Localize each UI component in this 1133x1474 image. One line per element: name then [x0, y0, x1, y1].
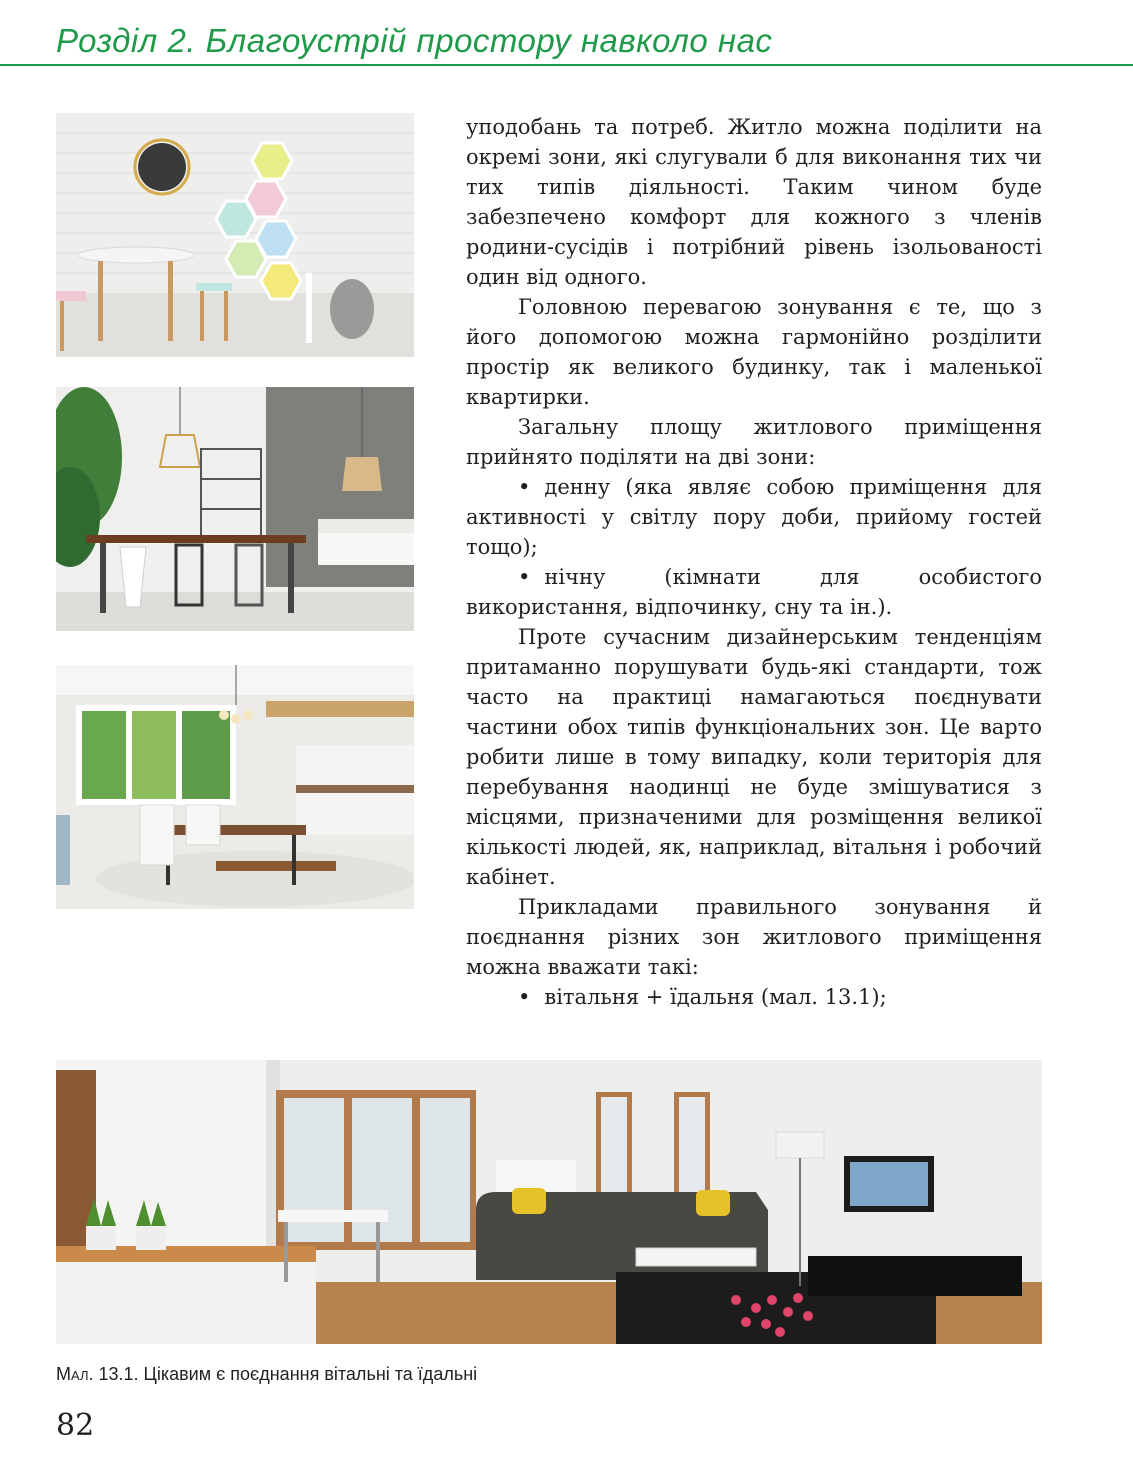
body-text	[466, 112, 1042, 1012]
bullet-mark: •	[518, 565, 531, 589]
bullet-mark: •	[518, 985, 531, 1009]
bullet-mark: •	[518, 475, 531, 499]
dining-room-photo	[56, 387, 414, 631]
caption-text: 13.1. Цікавим є поєднання вітальні та їдальні	[93, 1364, 478, 1384]
chapter-title: Розділ 2. Благоустрій простору навколо нас	[56, 22, 773, 59]
paragraph: Проте сучасним дизайнерським тенденціям притаманно порушувати будь-які стандарти, тож часто на практиці намагаються поєднувати частини обох типів функціональних зон. Це варто робити лише в тому випадку, коли територія для перебування наодинці не буде змішуватися з місцями, призначеними для розміщення великої кількості людей, як, наприклад, вітальня і робочий кабінет.	[466, 625, 1042, 889]
caption-prefix: Мал.	[56, 1364, 94, 1384]
paragraph: Головною перевагою зонування є те, що з його допомогою можна гармонійно розділити простір як великого будинку, так і маленької квартирки.	[466, 295, 1042, 409]
list-item-text: денну (яка являє собою приміщення для активності у світлу пору доби, прийому гостей тощо);	[466, 475, 1042, 559]
paragraph: уподобань та потреб. Житло можна поділити на окремі зони, які слугували б для виконання тих чи тих типів діяльності. Таким чином буде забезпечено комфорт для кожного з членів родини-сусідів і потрібний рівень ізольованості один від одного.	[466, 115, 1042, 289]
list-item-text: вітальня + їдальня (мал. 13.1);	[544, 985, 887, 1009]
list-item	[466, 562, 1042, 622]
header-rule	[0, 64, 1133, 66]
dining-windows-photo	[56, 665, 414, 909]
list-item	[466, 472, 1042, 562]
page-number: 82	[56, 1408, 95, 1443]
living-dining-photo	[56, 1060, 1042, 1344]
paragraph: Прикладами правильного зонування й поєднання різних зон житлового приміщення можна вважати такі:	[466, 895, 1042, 979]
list-item	[466, 982, 1042, 1012]
list-item-text: нічну (кімнати для особистого використання, відпочинку, сну та ін.).	[466, 565, 1042, 619]
figure-caption	[56, 1364, 477, 1385]
paragraph: Загальну площу житлового приміщення прийнято поділяти на дві зони:	[466, 415, 1042, 469]
kids-room-photo	[56, 113, 414, 357]
